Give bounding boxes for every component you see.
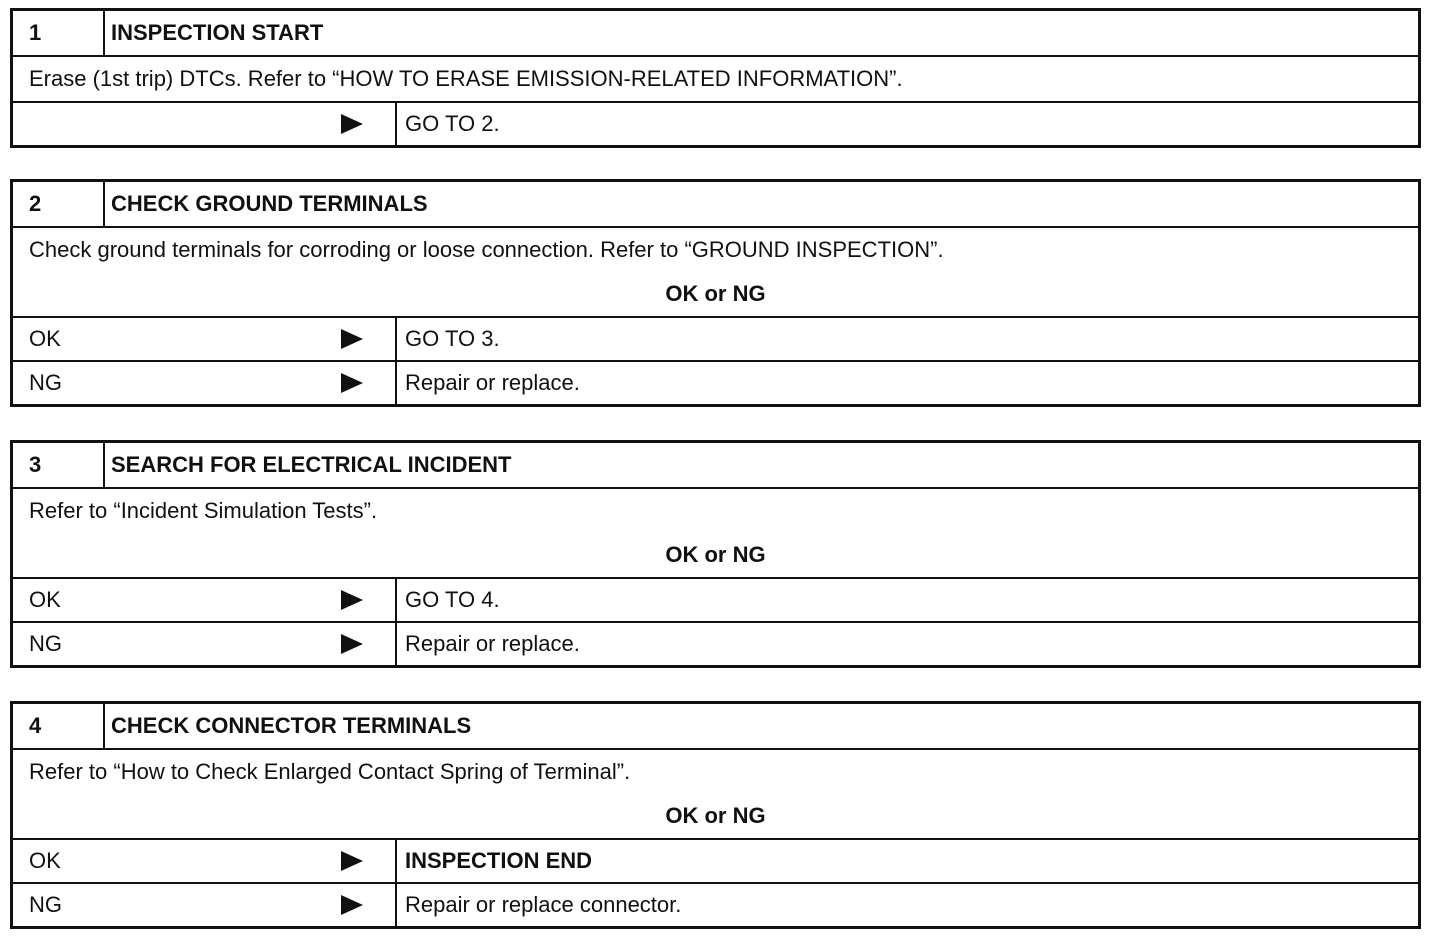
ok-ng-label: OK or NG bbox=[665, 803, 766, 828]
step-number: 4 bbox=[13, 704, 105, 748]
step-description-block bbox=[13, 226, 1418, 316]
outcome-result: Repair or replace connector. bbox=[405, 892, 682, 917]
outcome-condition bbox=[13, 103, 397, 145]
outcome-result: GO TO 3. bbox=[405, 326, 500, 351]
outcome-condition bbox=[13, 623, 397, 665]
ok-ng-label: OK or NG bbox=[665, 281, 766, 306]
ok-ng-label: OK or NG bbox=[665, 542, 766, 567]
step-title: INSPECTION START bbox=[111, 20, 324, 45]
outcome-result: INSPECTION END bbox=[405, 848, 593, 873]
step-3 bbox=[10, 440, 1421, 668]
outcome-row-ok bbox=[13, 577, 1418, 621]
step-description: Refer to “How to Check Enlarged Contact Spring of Terminal”. bbox=[29, 759, 631, 784]
step-header bbox=[13, 11, 1418, 55]
play-arrow-icon bbox=[339, 371, 365, 395]
outcome-condition-label: NG bbox=[29, 631, 62, 656]
outcome-condition bbox=[13, 579, 397, 621]
step-header bbox=[13, 182, 1418, 226]
step-title: CHECK GROUND TERMINALS bbox=[111, 191, 428, 216]
outcome-condition bbox=[13, 840, 397, 882]
step-description: Refer to “Incident Simulation Tests”. bbox=[29, 498, 378, 523]
step-description-block bbox=[13, 487, 1418, 577]
play-arrow-icon bbox=[339, 588, 365, 612]
outcome-row-ng bbox=[13, 621, 1418, 665]
step-description-block bbox=[13, 748, 1418, 838]
outcome-condition-label: NG bbox=[29, 370, 62, 395]
play-arrow-icon bbox=[339, 632, 365, 656]
step-header bbox=[13, 443, 1418, 487]
outcome-row-ng bbox=[13, 882, 1418, 926]
outcome-condition bbox=[13, 884, 397, 926]
outcome-row-ok bbox=[13, 838, 1418, 882]
step-description: Check ground terminals for corroding or loose connection. Refer to “GROUND INSPECTION”. bbox=[29, 237, 944, 262]
play-arrow-icon bbox=[339, 327, 365, 351]
step-1 bbox=[10, 8, 1421, 148]
step-number: 1 bbox=[13, 11, 105, 55]
step-title: SEARCH FOR ELECTRICAL INCIDENT bbox=[111, 452, 512, 477]
outcome-result: GO TO 2. bbox=[405, 111, 500, 136]
play-arrow-icon bbox=[339, 893, 365, 917]
step-2 bbox=[10, 179, 1421, 407]
outcome-row-ok bbox=[13, 316, 1418, 360]
outcome-row-ng bbox=[13, 360, 1418, 404]
outcome-row bbox=[13, 101, 1418, 145]
outcome-condition bbox=[13, 362, 397, 404]
step-description: Erase (1st trip) DTCs. Refer to “HOW TO ERASE EMISSION-RELATED INFORMATION”. bbox=[29, 66, 903, 91]
outcome-result: Repair or replace. bbox=[405, 631, 580, 656]
step-description-block bbox=[13, 55, 1418, 101]
play-arrow-icon bbox=[339, 112, 365, 136]
outcome-result: GO TO 4. bbox=[405, 587, 500, 612]
outcome-condition-label: OK bbox=[29, 326, 61, 351]
step-title: CHECK CONNECTOR TERMINALS bbox=[111, 713, 472, 738]
outcome-condition-label: NG bbox=[29, 892, 62, 917]
outcome-result: Repair or replace. bbox=[405, 370, 580, 395]
outcome-condition-label: OK bbox=[29, 587, 61, 612]
step-4 bbox=[10, 701, 1421, 929]
step-number: 2 bbox=[13, 182, 105, 226]
step-number: 3 bbox=[13, 443, 105, 487]
step-header bbox=[13, 704, 1418, 748]
outcome-condition bbox=[13, 318, 397, 360]
play-arrow-icon bbox=[339, 849, 365, 873]
outcome-condition-label: OK bbox=[29, 848, 61, 873]
